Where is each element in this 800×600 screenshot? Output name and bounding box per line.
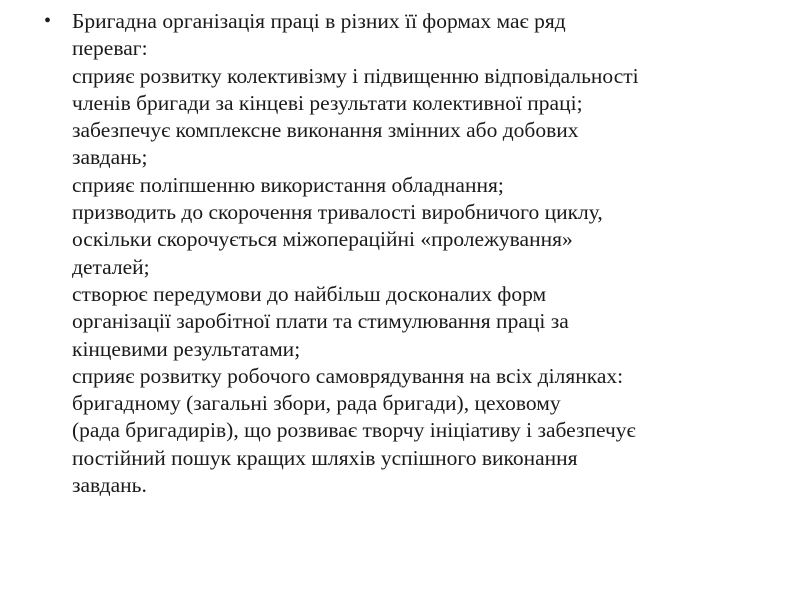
bullet-item <box>40 8 780 499</box>
text-line: членів бригади за кінцеві результати колективної праці; <box>72 90 583 115</box>
text-line: створює передумови до найбільш досконалих форм <box>72 281 547 306</box>
text-line: призводить до скорочення тривалості виробничого циклу, <box>72 200 603 225</box>
text-line: забезпечує комплексне виконання змінних або добових <box>72 118 579 143</box>
text-line: переваг: <box>72 36 148 61</box>
text-line: організації заробітної плати та стимулювання праці за <box>72 309 569 334</box>
text-line: завдань. <box>72 473 147 498</box>
text-line: бригадному (загальні збори, рада бригади), цеховому <box>72 391 561 416</box>
bullet-text <box>72 8 780 499</box>
text-line: (рада бригадирів), що розвиває творчу ініціативу і забезпечує <box>72 418 636 443</box>
bullet-marker: • <box>44 10 52 32</box>
text-line: сприяє розвитку колективізму і підвищенню відповідальності <box>72 63 639 88</box>
text-line: сприяє поліпшенню використання обладнання; <box>72 172 504 197</box>
text-line: оскільки скорочується міжопераційні «пролежування» <box>72 227 573 252</box>
text-line: кінцевими результатами; <box>72 336 301 361</box>
text-line: деталей; <box>72 254 150 279</box>
text-line: постійний пошук кращих шляхів успішного виконання <box>72 445 578 470</box>
text-line: сприяє розвитку робочого самоврядування на всіх ділянках: <box>72 363 624 388</box>
text-line: завдань; <box>72 145 148 170</box>
text-line: Бригадна організація праці в різних її формах має ряд <box>72 9 566 33</box>
